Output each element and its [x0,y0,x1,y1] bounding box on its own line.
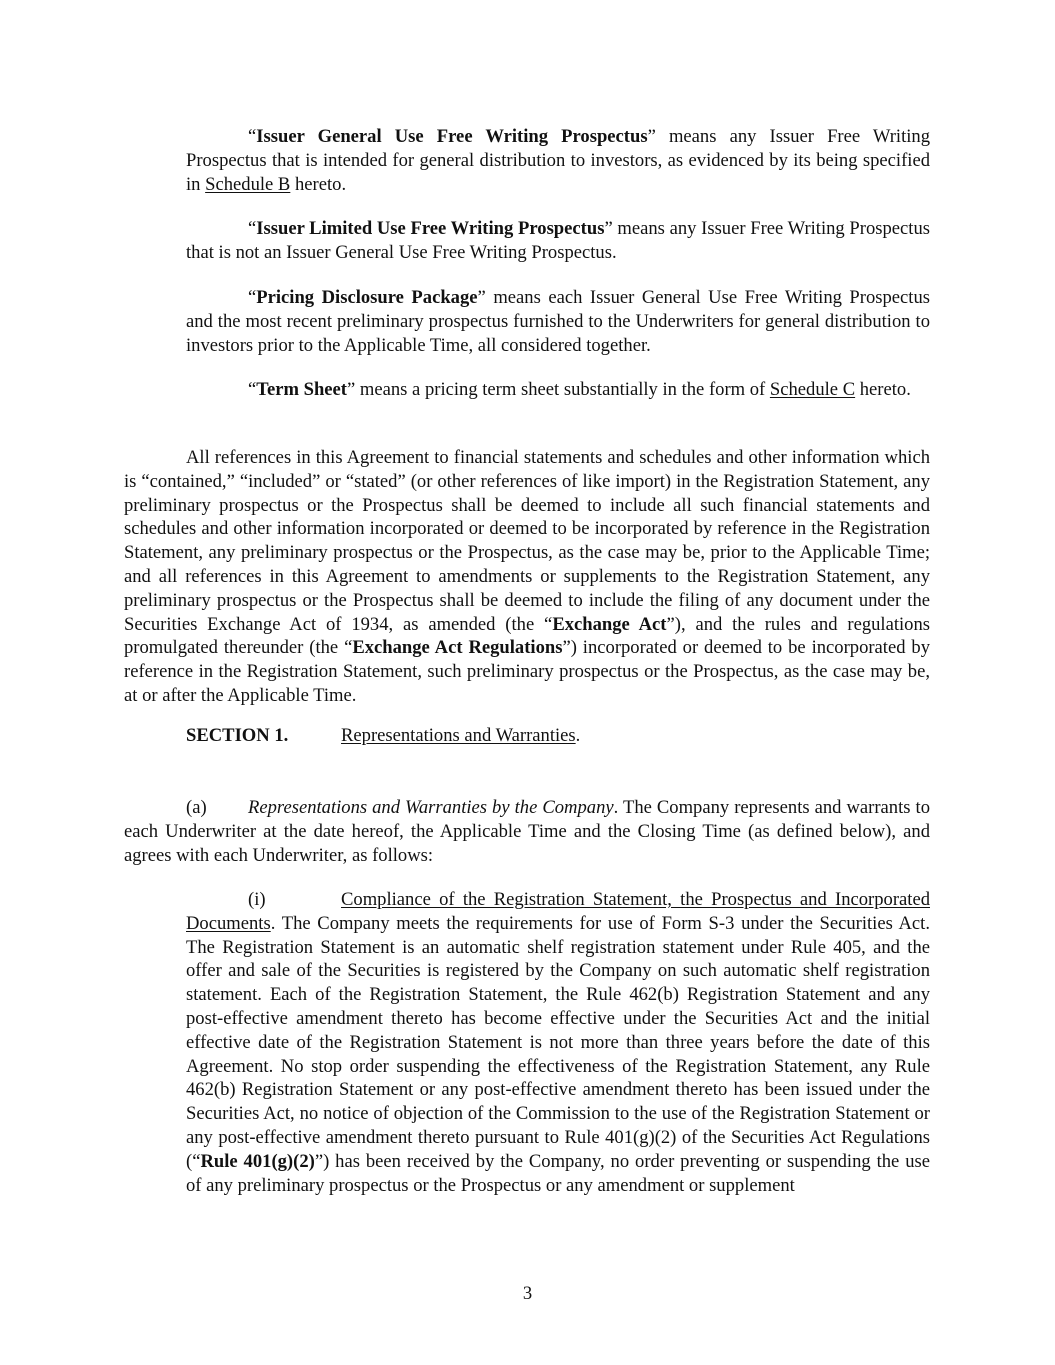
definition-text: means any Issuer Free Writing Prospectus that is intended for general distribution to investors, as evidenced by its being specified in [186,126,930,195]
clause-label: (i) [248,889,266,910]
definition-text: hereto. [855,379,911,400]
section-title-period: . [575,725,581,746]
section-label: SECTION 1. [186,725,289,746]
definition-text: hereto. [290,173,347,195]
clause-text: ”) has been received by the Company, no order preventing or suspending the use of any preliminary prospectus or the Prospectus or any amendment or supplement [186,1150,930,1196]
quote-close: ” [647,126,656,147]
definition-text: means any Issuer Free Writing Prospectus that is not an Issuer General Use Free Writing Prospectus. [186,218,930,263]
page-number: 3 [522,1283,533,1304]
defined-term: Issuer Limited Use Free Writing Prospectus [256,218,605,239]
schedule-c-reference: Schedule C [769,379,856,400]
defined-term-exchange-act: Exchange Act [552,613,667,635]
paragraph-text: ”), and the rules and regulations promulgated thereunder (the “ [124,613,930,659]
clause-title: Compliance of the Registration Statement, the Prospectus and Incorporated Documents [186,889,930,934]
subsection-title: Representations and Warranties by the Company [248,797,614,818]
defined-term: Issuer General Use Free Writing Prospectus [256,126,648,147]
defined-term: Pricing Disclosure Package [256,287,478,308]
subsection-text: . The Company represents and warrants to each Underwriter at the date hereof, the Applicable Time and the Closing Time (as defined below), and agrees with each Underwriter, as follows: [124,797,930,866]
definition-pricing-disclosure-package [186,286,930,357]
section-title: Representations and Warranties [341,725,576,746]
definition-text: means a pricing term sheet substantially in the form of [355,379,770,400]
quote-open: “ [248,126,257,147]
subsection-label: (a) [186,797,207,818]
definition-issuer-general-use [186,125,930,196]
defined-term-rule-401g2: Rule 401(g)(2) [200,1150,315,1172]
quote-open: “ [248,218,257,239]
clause-text: . The Company meets the requirements for use of Form S-3 under the Securities Act. The Registration Statement is an automatic shelf registration statement under Rule 405, and the offer and sale of the Securities is registered by the Company on such automatic shelf registration statement. Each of the Registration Statement, the Rule 462(b) Registration Statement and any post-effective amendment thereto has become effective under the Securities Act and the initial effective date of the Registration Statement is not more than three years before the date of this Agreement. No stop order suspending the effectiveness of the Registration Statement, any Rule 462(b) Registration Statement or any post-effective amendment thereto has been issued under the Securities Act, no notice of objection of the Commission to the use of the Registration Statement or any post-effective amendment thereto pursuant to Rule 401(g)(2) of the Securities Act Regulations (“ [186,912,930,1172]
defined-term: Term Sheet [256,379,347,400]
paragraph-text: All references in this Agreement to financial statements and schedules and other information which is “contained,” “included” or “stated” (or other references of like import) in the Registration Statement, any preliminary prospectus or the Prospectus shall be deemed to include all such financial statements and schedules and other information incorporated or deemed to be incorporated by reference in the Registration Statement, any preliminary prospectus or the Prospectus, as the case may be, prior to the Applicable Time; and all references in this Agreement to amendments or supplements to the Registration Statement, any preliminary prospectus or the Prospectus shall be deemed to include the filing of any document under the Securities Exchange Act of 1934, as amended (the “ [124,447,930,635]
quote-close: ” [477,287,486,308]
schedule-b-reference: Schedule B [205,173,291,195]
definition-term-sheet [186,378,930,402]
definition-issuer-limited-use [186,217,930,265]
quote-close: ” [346,379,356,400]
clause-i [186,888,930,1197]
references-paragraph [124,446,930,708]
subsection-a [124,796,930,867]
paragraph-text: ”) incorporated or deemed to be incorporated by reference in the Registration Statement, such preliminary prospectus or the Prospectus, as the case may be, at or after the Applicable Time. [124,637,931,706]
quote-open: “ [248,379,257,400]
definition-text: means each Issuer General Use Free Writing Prospectus and the most recent preliminary prospectus furnished to the Underwriters for general distribution to investors prior to the Applicable Time, all considered together. [186,287,930,356]
section-heading [186,724,930,748]
defined-term-exchange-act-regulations: Exchange Act Regulations [352,637,563,659]
quote-close: ” [604,218,613,239]
quote-open: “ [248,287,257,308]
